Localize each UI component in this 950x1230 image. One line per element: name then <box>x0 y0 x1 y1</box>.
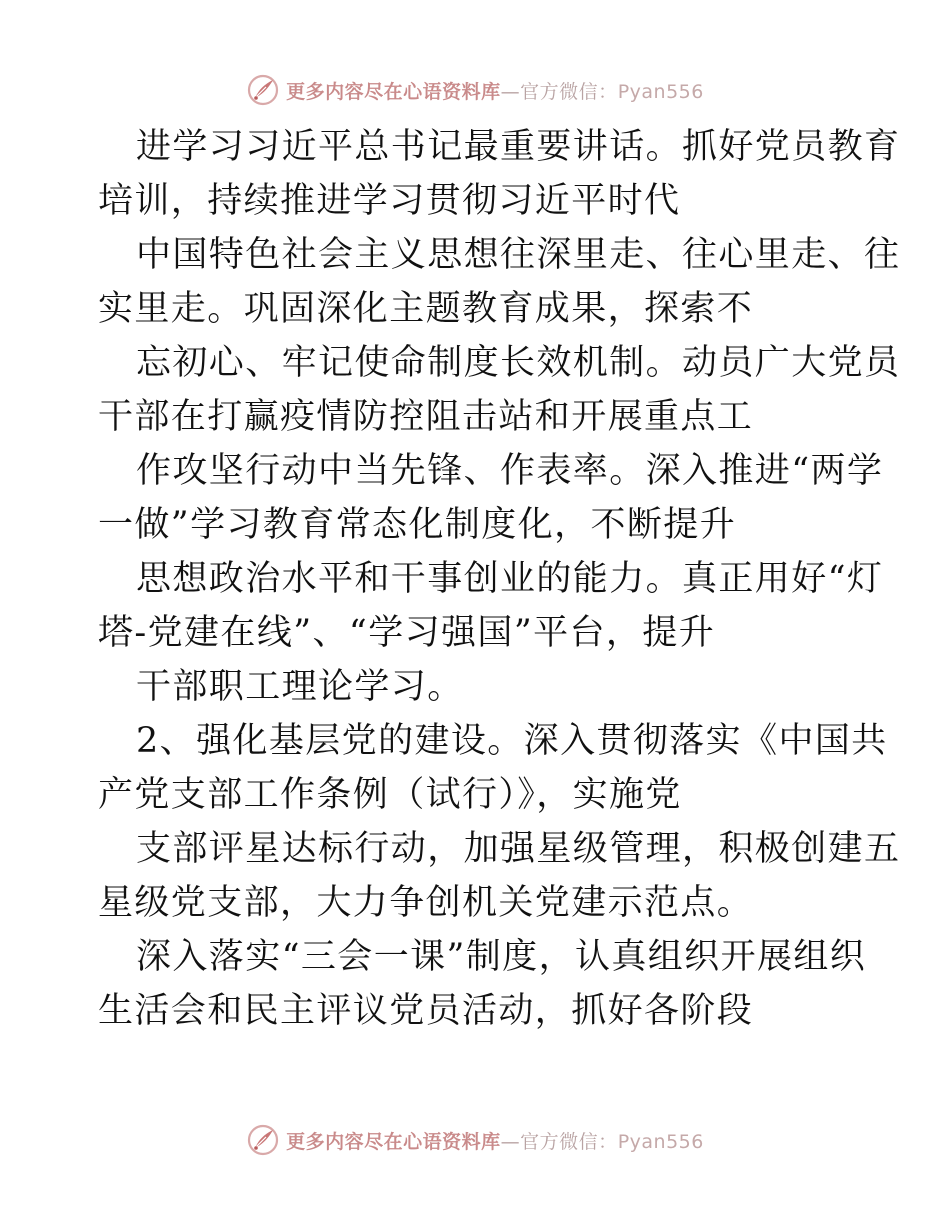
watermark-account: Pyan556 <box>617 80 704 103</box>
feather-pen-logo-icon <box>246 1123 280 1157</box>
body-line: 星级党支部，大力争创机关党建示范点。 <box>98 883 754 923</box>
watermark-brand: 更多内容尽在心语资料库 <box>286 1130 501 1153</box>
body-line: 深入落实“三会一课”制度，认真组织开展组织 <box>136 937 867 977</box>
body-line: 塔-党建在线”、“学习强国”平台，提升 <box>98 613 716 653</box>
watermark-text <box>286 1127 704 1154</box>
watermark-label: 官方微信： <box>520 80 618 103</box>
feather-pen-logo-icon <box>246 73 280 107</box>
watermark-account: Pyan556 <box>617 1130 704 1153</box>
body-line: 支部评星达标行动，加强星级管理，积极创建五 <box>136 829 901 869</box>
body-line: 中国特色社会主义思想往深里走、往心里走、往 <box>136 235 901 275</box>
body-line: 思想政治水平和干事创业的能力。真正用好“灯 <box>136 559 884 599</box>
document-body <box>98 120 901 1038</box>
body-line: 进学习习近平总书记最重要讲话。抓好党员教育 <box>136 127 901 167</box>
body-line: 忘初心、牢记使命制度长效机制。动员广大党员 <box>136 343 901 383</box>
body-line: 生活会和民主评议党员活动，抓好各阶段 <box>98 991 754 1031</box>
watermark-footer <box>0 1120 950 1160</box>
body-line: 2、强化基层党的建设。深入贯彻落实《中国共 <box>136 721 888 761</box>
watermark-separator: — <box>500 1130 521 1153</box>
watermark-label: 官方微信： <box>520 1130 618 1153</box>
body-line: 干部在打赢疫情防控阻击站和开展重点工 <box>98 397 754 437</box>
body-line: 干部职工理论学习。 <box>136 667 464 707</box>
body-line: 培训，持续推进学习贯彻习近平时代 <box>98 181 681 221</box>
watermark-text <box>286 77 704 104</box>
watermark-separator: — <box>500 80 521 103</box>
body-line: 作攻坚行动中当先锋、作表率。深入推进“两学 <box>136 451 884 491</box>
body-line: 实里走。巩固深化主题教育成果，探索不 <box>98 289 754 329</box>
body-line: 产党支部工作条例（试行）》，实施党 <box>98 775 682 815</box>
body-line: 一做”学习教育常态化制度化，不断提升 <box>98 505 737 545</box>
watermark-brand: 更多内容尽在心语资料库 <box>286 80 501 103</box>
watermark-header <box>0 70 950 110</box>
